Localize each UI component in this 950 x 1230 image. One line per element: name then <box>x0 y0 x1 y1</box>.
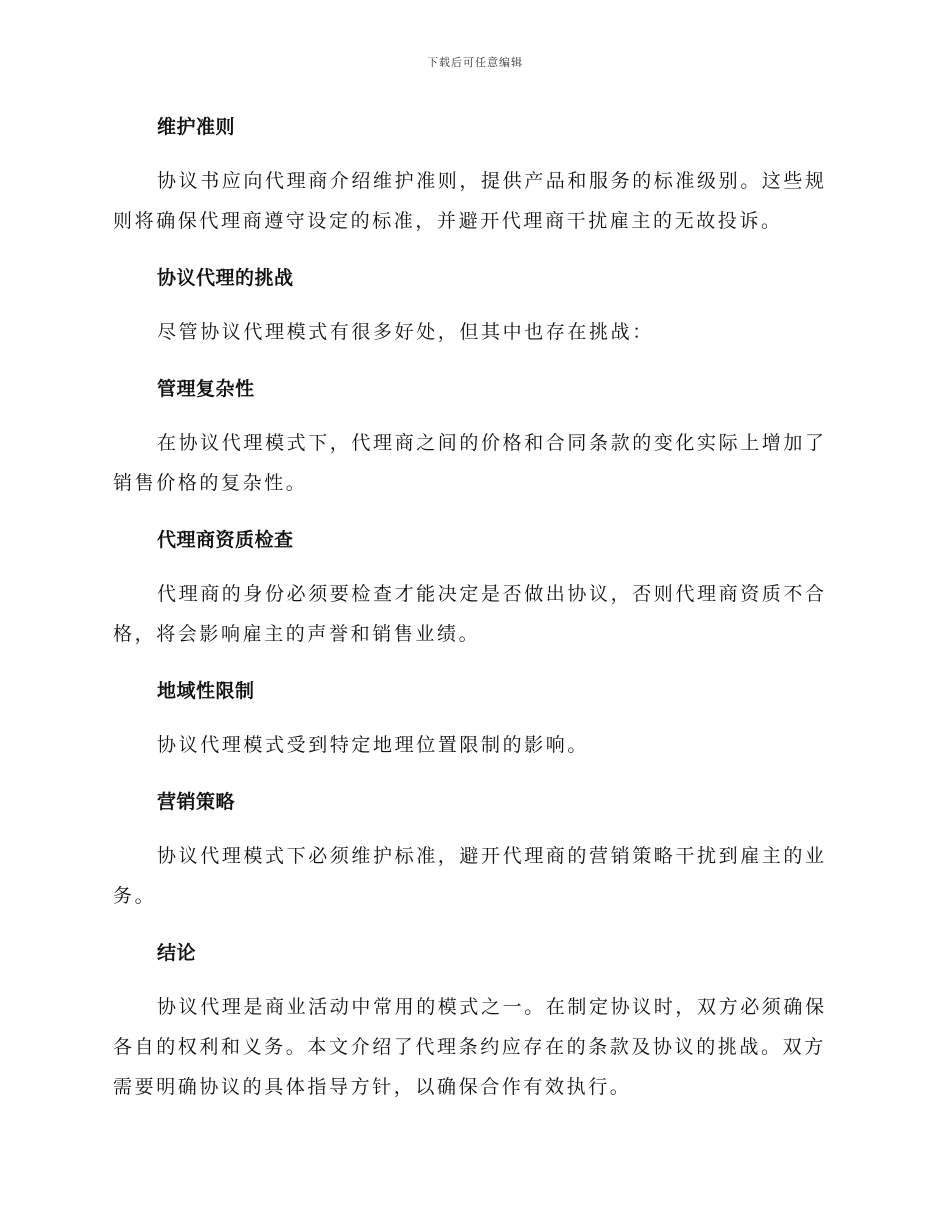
section-paragraph-conclusion: 协议代理是商业活动中常用的模式之一。在制定协议时，双方必须确保各自的权利和义务。本文介绍了代理条约应存在的条款及协议的挑战。双方需要明确协议的具体指导方针，以确保合作有效执行。 <box>113 996 827 1098</box>
section-paragraph-qualification: 代理商的身份必须要检查才能决定是否做出协议，否则代理商资质不合格，将会影响雇主的声誉和销售业绩。 <box>113 583 827 645</box>
document-body <box>113 112 833 1107</box>
section-paragraph-complexity: 在协议代理模式下，代理商之间的价格和合同条款的变化实际上增加了销售价格的复杂性。 <box>113 432 827 494</box>
section-paragraph-regional: 协议代理模式受到特定地理位置限制的影响。 <box>157 734 590 756</box>
section-paragraph-maintenance: 协议书应向代理商介绍维护准则，提供产品和服务的标准级别。这些规则将确保代理商遵守设定的标准，并避开代理商干扰雇主的无故投诉。 <box>113 170 827 232</box>
section-heading-marketing: 营销策略 <box>157 791 236 813</box>
section-heading-regional: 地域性限制 <box>157 680 255 702</box>
section-heading-conclusion: 结论 <box>157 942 197 964</box>
section-heading-qualification: 代理商资质检查 <box>157 529 294 551</box>
page-header: 下载后可任意编辑 <box>427 56 523 69</box>
section-heading-challenges: 协议代理的挑战 <box>157 267 294 289</box>
section-paragraph-challenges: 尽管协议代理模式有很多好处，但其中也存在挑战： <box>157 321 654 343</box>
section-paragraph-marketing: 协议代理模式下必须维护标准，避开代理商的营销策略干扰到雇主的业务。 <box>113 845 827 907</box>
section-heading-complexity: 管理复杂性 <box>157 378 255 400</box>
section-heading-maintenance: 维护准则 <box>157 116 236 138</box>
